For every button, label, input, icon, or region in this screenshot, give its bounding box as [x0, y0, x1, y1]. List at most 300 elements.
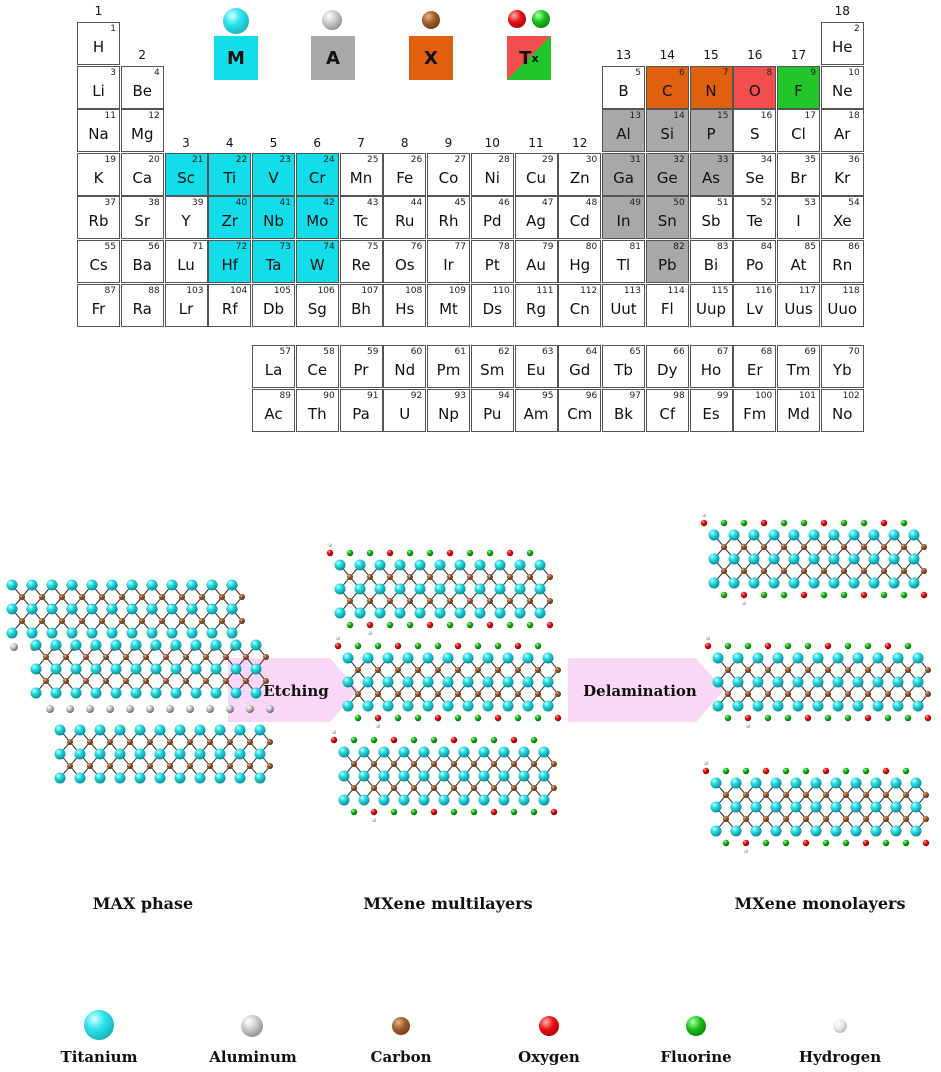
element-cell: [427, 240, 470, 283]
element-cell: [646, 284, 689, 327]
titanium-atom: [443, 701, 454, 712]
atomic-number: 66: [673, 347, 685, 357]
carbon-atom: [861, 544, 867, 550]
atomic-number: 118: [842, 285, 860, 296]
carbon-atom: [761, 568, 767, 574]
titanium-atom: [251, 640, 262, 651]
carbon-atom: [471, 761, 477, 767]
titanium-atom: [419, 795, 430, 806]
oxygen-atom: [885, 643, 891, 649]
m-box: [214, 36, 258, 80]
carbon-atom: [515, 667, 521, 673]
oxygen-atom: [327, 550, 333, 556]
fluorine-atom: [495, 643, 501, 649]
element-symbol: Cd: [569, 212, 590, 231]
element-cell: [690, 153, 733, 196]
titanium-atom: [891, 802, 902, 813]
fluorine-atom: [467, 550, 473, 556]
carbon-atom: [263, 654, 269, 660]
element-symbol: Ta: [265, 256, 282, 274]
element-cell: [252, 345, 295, 388]
atomic-number: 106: [317, 285, 335, 296]
atomic-number: 95: [542, 391, 554, 401]
element-cell: [646, 389, 689, 432]
fluorine-atom: [407, 622, 413, 628]
fluorine-atom: [407, 550, 413, 556]
element-cell: [733, 196, 776, 239]
element-symbol: Si: [660, 125, 675, 144]
element-cell: [733, 66, 776, 109]
aluminum-atom: [10, 643, 18, 651]
titanium-atom: [167, 628, 178, 639]
titanium-atom: [191, 640, 202, 651]
element-symbol: Pr: [353, 361, 369, 379]
titanium-atom: [363, 653, 374, 664]
atomic-number: 19: [104, 154, 116, 165]
carbon-atom: [127, 739, 133, 745]
titanium-atom: [749, 554, 760, 565]
element-symbol: Na: [88, 125, 109, 144]
carbon-atom: [163, 678, 169, 684]
titanium-atom: [131, 688, 142, 699]
carbon-atom: [387, 598, 393, 604]
titanium-atom: [31, 640, 42, 651]
titanium-atom: [455, 584, 466, 595]
element-symbol: Pb: [657, 256, 677, 274]
fluorine-atom: [825, 715, 831, 721]
carbon-atom: [511, 785, 517, 791]
element-symbol: Ra: [132, 299, 152, 318]
atomic-number: 74: [323, 242, 335, 252]
oxygen-atom: [821, 520, 827, 526]
titanium-atom: [535, 584, 546, 595]
titanium-atom: [175, 725, 186, 736]
titanium-atom: [115, 773, 126, 784]
carbon-atom: [555, 667, 561, 673]
atomic-number: 67: [717, 347, 729, 357]
element-cell: [383, 196, 426, 239]
fluorine-atom: [761, 592, 767, 598]
element-symbol: H: [92, 38, 105, 56]
titanium-atom: [75, 725, 86, 736]
element-symbol: Mn: [349, 168, 373, 187]
carbon-atom: [207, 763, 213, 769]
element-symbol: Rf: [221, 299, 238, 318]
element-cell: [471, 196, 514, 239]
element-symbol: Ac: [264, 405, 283, 423]
fluorine-atom: [843, 768, 849, 774]
element-symbol: Tc: [353, 212, 369, 231]
element-symbol: Po: [745, 256, 764, 274]
element-symbol: Er: [746, 361, 763, 379]
carbon-atom: [547, 598, 553, 604]
titanium-atom: [711, 826, 722, 837]
carbon-atom: [455, 667, 461, 673]
aluminum-atom: [246, 705, 254, 713]
element-symbol: I: [796, 212, 801, 231]
fluorine-atom: [467, 622, 473, 628]
element-cell: [558, 153, 601, 196]
carbon-atom: [471, 785, 477, 791]
carbon-atom: [179, 594, 185, 600]
fluorine-atom: [863, 768, 869, 774]
titanium-atom: [813, 653, 824, 664]
carbon-atom: [475, 667, 481, 673]
element-symbol: Sm: [480, 361, 505, 379]
atomic-number: 84: [760, 242, 773, 252]
carbon-atom: [83, 654, 89, 660]
titanium-atom: [167, 604, 178, 615]
carbon-atom: [143, 654, 149, 660]
carbon-atom: [203, 654, 209, 660]
element-symbol: Pm: [436, 361, 461, 379]
oxygen-atom: [925, 715, 931, 721]
titanium-atom: [515, 608, 526, 619]
fluorine-atom: [905, 643, 911, 649]
titanium-atom: [519, 771, 530, 782]
atomic-number: 43: [367, 198, 379, 209]
carbon-atom: [159, 618, 165, 624]
element-cell: [690, 196, 733, 239]
atomic-number: 31: [629, 154, 641, 165]
element-cell: [777, 153, 820, 196]
tx-box: [507, 36, 551, 80]
carbon-atom: [351, 761, 357, 767]
element-symbol: Sg: [307, 299, 327, 318]
atomic-number: 29: [542, 154, 554, 165]
element-symbol: Ir: [443, 256, 454, 274]
aluminum-atom: [66, 705, 74, 713]
carbon-atom: [487, 574, 493, 580]
fluorine-atom: [725, 643, 731, 649]
titanium-atom: [753, 677, 764, 688]
titanium-atom: [475, 608, 486, 619]
carbon-atom: [507, 574, 513, 580]
element-cell: [602, 153, 645, 196]
titanium-atom: [127, 628, 138, 639]
titanium-atom: [709, 578, 720, 589]
atomic-number: 99: [717, 391, 729, 401]
titanium-atom: [375, 560, 386, 571]
element-cell: [602, 389, 645, 432]
atomic-number: 65: [629, 347, 641, 357]
carbon-atom: [99, 618, 105, 624]
element-symbol: Pa: [352, 405, 370, 423]
carbon-atom: [243, 654, 249, 660]
group-label: 8: [400, 136, 409, 150]
oxygen-atom: [825, 643, 831, 649]
x-ball-icon: [422, 11, 440, 29]
group-label: 9: [444, 136, 453, 150]
titanium-atom: [829, 530, 840, 541]
o-ball-icon: [508, 10, 526, 28]
carbon-atom: [507, 598, 513, 604]
titanium-atom: [107, 628, 118, 639]
titanium-atom: [31, 664, 42, 675]
titanium-atom: [519, 747, 530, 758]
element-cell: [471, 153, 514, 196]
element-symbol: Cn: [569, 299, 590, 318]
carbon-atom: [223, 678, 229, 684]
fluorine-label: Fluorine: [660, 1048, 732, 1066]
element-cell: [383, 153, 426, 196]
titanium-atom: [423, 701, 434, 712]
hydrogen-atom: [742, 601, 746, 605]
fluorine-atom: [515, 715, 521, 721]
element-cell: [340, 196, 383, 239]
fluorine-atom: [763, 840, 769, 846]
carbon-atom: [863, 792, 869, 798]
carbon-atom: [883, 816, 889, 822]
element-symbol: Lv: [746, 299, 764, 318]
carbon-atom: [925, 691, 931, 697]
element-cell: [558, 196, 601, 239]
element-cell: [383, 240, 426, 283]
titanium-atom: [403, 677, 414, 688]
titanium-atom: [889, 530, 900, 541]
titanium-atom: [227, 580, 238, 591]
oxygen-atom: [387, 550, 393, 556]
atomic-number: 7: [722, 67, 729, 78]
fluorine-atom: [387, 622, 393, 628]
element-symbol: Nb: [263, 212, 284, 231]
titanium-atom: [791, 778, 802, 789]
titanium-atom: [127, 580, 138, 591]
element-symbol: Cr: [308, 168, 326, 187]
atomic-number: 52: [760, 198, 773, 209]
carbon-atom: [823, 816, 829, 822]
titanium-atom: [499, 747, 510, 758]
titanium-atom: [231, 640, 242, 651]
titanium-atom: [515, 560, 526, 571]
titanium-atom: [729, 530, 740, 541]
aluminum-atom: [146, 705, 154, 713]
element-symbol: In: [616, 212, 631, 231]
titanium-atom: [873, 701, 884, 712]
carbon-atom: [59, 594, 65, 600]
fluorine-atom: [535, 715, 541, 721]
fluorine-atom: [471, 737, 477, 743]
atomic-number: 51: [717, 198, 729, 209]
titanium-atom: [523, 653, 534, 664]
titanium-atom: [227, 628, 238, 639]
element-symbol: Fr: [91, 299, 106, 318]
oxygen-atom: [495, 715, 501, 721]
titanium-atom: [749, 530, 760, 541]
carbon-atom: [535, 691, 541, 697]
group-label: 12: [572, 136, 588, 150]
element-cell: [427, 345, 470, 388]
atomic-number: 68: [760, 347, 773, 357]
element-symbol: Mt: [439, 299, 458, 318]
element-cell: [340, 345, 383, 388]
hydrogen-atom: [702, 513, 706, 517]
atomic-number: 92: [410, 391, 423, 401]
titanium-atom: [215, 725, 226, 736]
titanium-atom: [147, 604, 158, 615]
group-label: 4: [225, 136, 234, 150]
carbon-atom: [223, 654, 229, 660]
titanium-atom: [463, 677, 474, 688]
element-symbol: Sb: [701, 212, 721, 231]
a-label: A: [326, 47, 340, 69]
titanium-atom: [27, 628, 38, 639]
atomic-number: 61: [454, 347, 466, 357]
titanium-atom: [175, 773, 186, 784]
carbon-atom: [763, 816, 769, 822]
element-cell: [121, 240, 164, 283]
fluorine-atom: [535, 643, 541, 649]
titanium-atom: [793, 653, 804, 664]
carbon-atom: [411, 785, 417, 791]
atomic-number: 40: [235, 198, 248, 209]
titanium-atom: [383, 677, 394, 688]
titanium-atom: [455, 608, 466, 619]
aluminum-atom: [166, 705, 174, 713]
titanium-atom: [829, 554, 840, 565]
titanium-atom: [355, 584, 366, 595]
atomic-number: 25: [367, 154, 379, 165]
element-cell: [77, 109, 120, 152]
element-cell: [558, 345, 601, 388]
carbon-atom: [431, 761, 437, 767]
carbon-atom: [475, 691, 481, 697]
titanium-atom: [55, 725, 66, 736]
titanium-atom: [91, 640, 102, 651]
element-symbol: Kr: [834, 168, 851, 187]
oxygen-atom: [391, 737, 397, 743]
titanium-atom: [147, 580, 158, 591]
carbon-atom: [843, 816, 849, 822]
carbon-atom: [179, 618, 185, 624]
titanium-atom: [87, 628, 98, 639]
element-cell: [77, 66, 120, 109]
carbon-label: Carbon: [370, 1048, 432, 1066]
titanium-atom: [363, 677, 374, 688]
titanium-atom: [355, 560, 366, 571]
carbon-atom: [491, 785, 497, 791]
titanium-atom: [227, 604, 238, 615]
x-box: [409, 36, 453, 80]
titanium-atom: [833, 677, 844, 688]
carbon-atom: [783, 792, 789, 798]
titanium-atom: [483, 653, 494, 664]
carbon-atom: [865, 667, 871, 673]
carbon-atom: [375, 691, 381, 697]
titanium-atom: [399, 747, 410, 758]
element-symbol: Ga: [613, 168, 634, 187]
titanium-atom: [539, 795, 550, 806]
atomic-number: 64: [585, 347, 598, 357]
atomic-number: 14: [673, 111, 685, 122]
element-cell: [690, 109, 733, 152]
carbon-atom: [347, 574, 353, 580]
element-cell: [383, 284, 426, 327]
atomic-number: 77: [454, 242, 466, 252]
carbon-atom: [435, 691, 441, 697]
element-symbol: Rh: [438, 212, 459, 231]
fluorine-atom: [803, 768, 809, 774]
element-cell: [777, 109, 820, 152]
titanium-atom: [809, 578, 820, 589]
titanium-atom: [403, 701, 414, 712]
atomic-number: 35: [804, 154, 816, 165]
oxygen-atom: [763, 768, 769, 774]
atomic-number: 60: [410, 347, 423, 357]
titanium-atom: [789, 578, 800, 589]
titanium-atom: [483, 701, 494, 712]
titanium-atom: [475, 584, 486, 595]
titanium-atom: [147, 628, 158, 639]
element-cell: [690, 389, 733, 432]
atomic-number: 38: [148, 198, 160, 209]
element-cell: [77, 284, 120, 327]
carbon-atom: [741, 568, 747, 574]
titanium-atom: [7, 604, 18, 615]
fluorine-atom: [451, 809, 457, 815]
fluorine-atom: [351, 737, 357, 743]
hydrogen-ball-icon: [833, 1019, 847, 1033]
titanium-atom: [195, 749, 206, 760]
atomic-number: 90: [323, 391, 335, 401]
aluminum-atom: [46, 705, 54, 713]
carbon-atom: [863, 816, 869, 822]
titanium-atom: [135, 749, 146, 760]
carbon-atom: [187, 739, 193, 745]
element-cell: [515, 345, 558, 388]
element-symbol: Fl: [660, 299, 674, 318]
carbon-atom: [99, 594, 105, 600]
atomic-number: 110: [492, 285, 510, 296]
carbon-atom: [511, 761, 517, 767]
titanium-atom: [395, 560, 406, 571]
carbon-atom: [159, 594, 165, 600]
element-symbol: Br: [790, 168, 807, 187]
titanium-atom: [363, 701, 374, 712]
titanium-atom: [151, 664, 162, 675]
carbon-atom: [183, 678, 189, 684]
titanium-atom: [731, 802, 742, 813]
group-label: 2: [138, 48, 147, 62]
atomic-number: 18: [848, 111, 860, 122]
element-cell: [777, 66, 820, 109]
titanium-atom: [869, 530, 880, 541]
titanium-atom: [215, 749, 226, 760]
carbon-atom: [885, 667, 891, 673]
element-symbol: Am: [523, 405, 549, 423]
titanium-atom: [95, 773, 106, 784]
max-phase-caption: MAX phase: [92, 894, 194, 913]
titanium-atom: [871, 778, 882, 789]
element-symbol: As: [701, 168, 721, 187]
carbon-atom: [139, 618, 145, 624]
titanium-atom: [51, 688, 62, 699]
titanium-atom: [713, 701, 724, 712]
atomic-number: 34: [760, 154, 773, 165]
titanium-atom: [131, 640, 142, 651]
element-symbol: La: [264, 361, 283, 379]
atomic-number: 91: [367, 391, 379, 401]
titanium-atom: [111, 688, 122, 699]
titanium-atom: [75, 773, 86, 784]
titanium-atom: [151, 688, 162, 699]
titanium-atom: [893, 701, 904, 712]
element-symbol: Se: [745, 168, 765, 187]
carbon-atom: [881, 544, 887, 550]
element-cell: [515, 389, 558, 432]
titanium-atom: [91, 688, 102, 699]
titanium-atom: [255, 773, 266, 784]
